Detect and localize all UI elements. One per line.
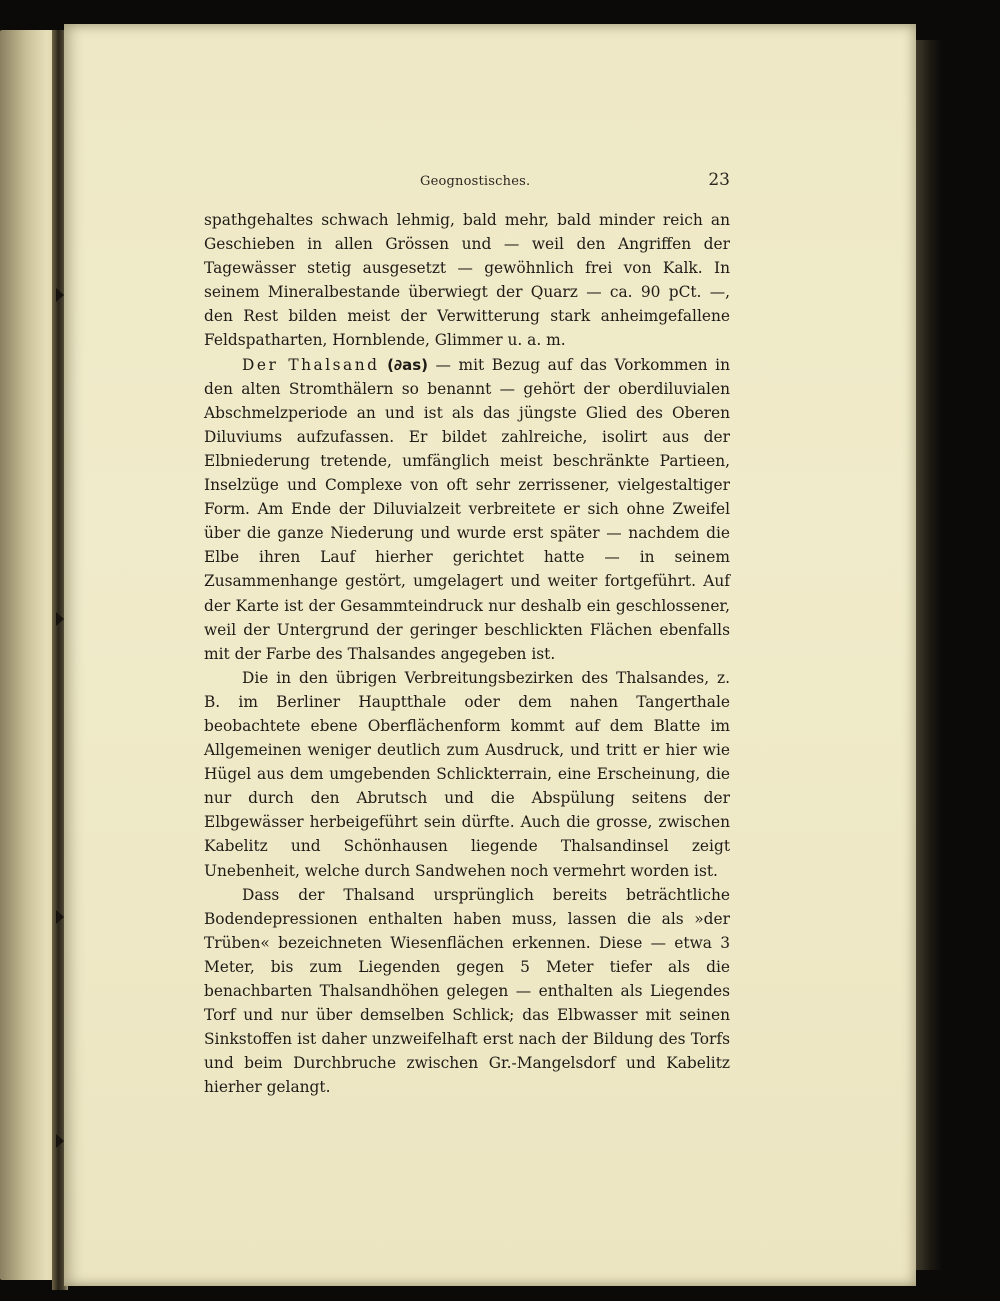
paragraph: Die in den übrigen Verbreitungsbezirken des Thalsandes, z. B. im Berliner Hauptthale oder dem nahen Tangerthale beobachtete ebene Oberflächenform kommt auf dem Blatte im Allgemeinen weniger deutlich zum Ausdruck, und tritt er hier wie Hügel aus dem umgebenden Schlickterrain, eine Erscheinung, die nur durch den Abrutsch und die Abspülung seitens der Elbgewässer herbeigeführt sein dürfte. Auch die grosse, zwischen Kabelitz und Schönhausen liegende Thalsandinsel zeigt Unebenheit, welche durch Sandwehen noch vermehrt worden ist. bbox=[204, 668, 730, 880]
running-head bbox=[204, 170, 730, 192]
page-stack-edge bbox=[912, 40, 942, 1270]
paragraph-text: — mit Bezug auf das Vorkommen in den alten Stromthälern so benannt — gehört der oberdiluvialen Abschmelzperiode an und ist als das jüngste Glied des Oberen Diluviums aufzufassen. Er bildet zahlreiche, isolirt aus der Elbniederung tretende, umfänglich meist beschränkte Partieen, Inselzüge und Complexe von oft sehr zerrissener, vielgestaltiger Form. Am Ende der Diluvialzeit verbreitete er sich ohne Zweifel über die ganze Niederung und wurde erst später — nachdem die Elbe ihren Lauf hierher gerichtet hatte — in seinem Zusammenhange gestört, umgelagert und weiter fortgeführt. Auf der Karte ist der Gesammteindruck nur deshalb ein geschlossener, weil der Untergrund der geringer beschlickten Flächen ebenfalls mit der Farbe des Thalsandes angegeben ist. bbox=[204, 355, 730, 663]
running-title: Geognostisches. bbox=[420, 174, 531, 189]
term-thalsand: Der Thalsand bbox=[242, 355, 380, 374]
body-text bbox=[204, 208, 730, 1099]
page-number: 23 bbox=[708, 170, 730, 190]
paragraph bbox=[204, 353, 730, 666]
map-symbol: (∂as) bbox=[387, 355, 428, 374]
facing-page-edge bbox=[0, 30, 58, 1280]
paragraph: Dass der Thalsand ursprünglich bereits beträchtliche Bodendepressionen enthalten haben muss, lassen die als »der Trüben« bezeichneten Wiesenflächen erkennen. Diese — etwa 3 Meter, bis zum Liegenden gegen 5 Meter tiefer als die benachbarten Thalsandhöhen gelegen — enthalten als Liegendes Torf und nur über demselben Schlick; das Elbwasser mit seinen Sinkstoffen ist daher unzweifelhaft erst nach der Bildung des Torfs und beim Durchbruche zwischen Gr.-Mangelsdorf und Kabelitz hierher gelangt. bbox=[204, 885, 730, 1097]
paragraph: spathgehaltes schwach lehmig, bald mehr, bald minder reich an Geschieben in allen Grössen und — weil den Angriffen der Tagewässer stetig ausgesetzt — gewöhnlich frei von Kalk. In seinem Mineralbestande überwiegt der Quarz — ca. 90 pCt. —, den Rest bilden meist der Verwitterung stark anheimgefallene Feldspatharten, Hornblende, Glimmer u. a. m. bbox=[204, 211, 730, 350]
